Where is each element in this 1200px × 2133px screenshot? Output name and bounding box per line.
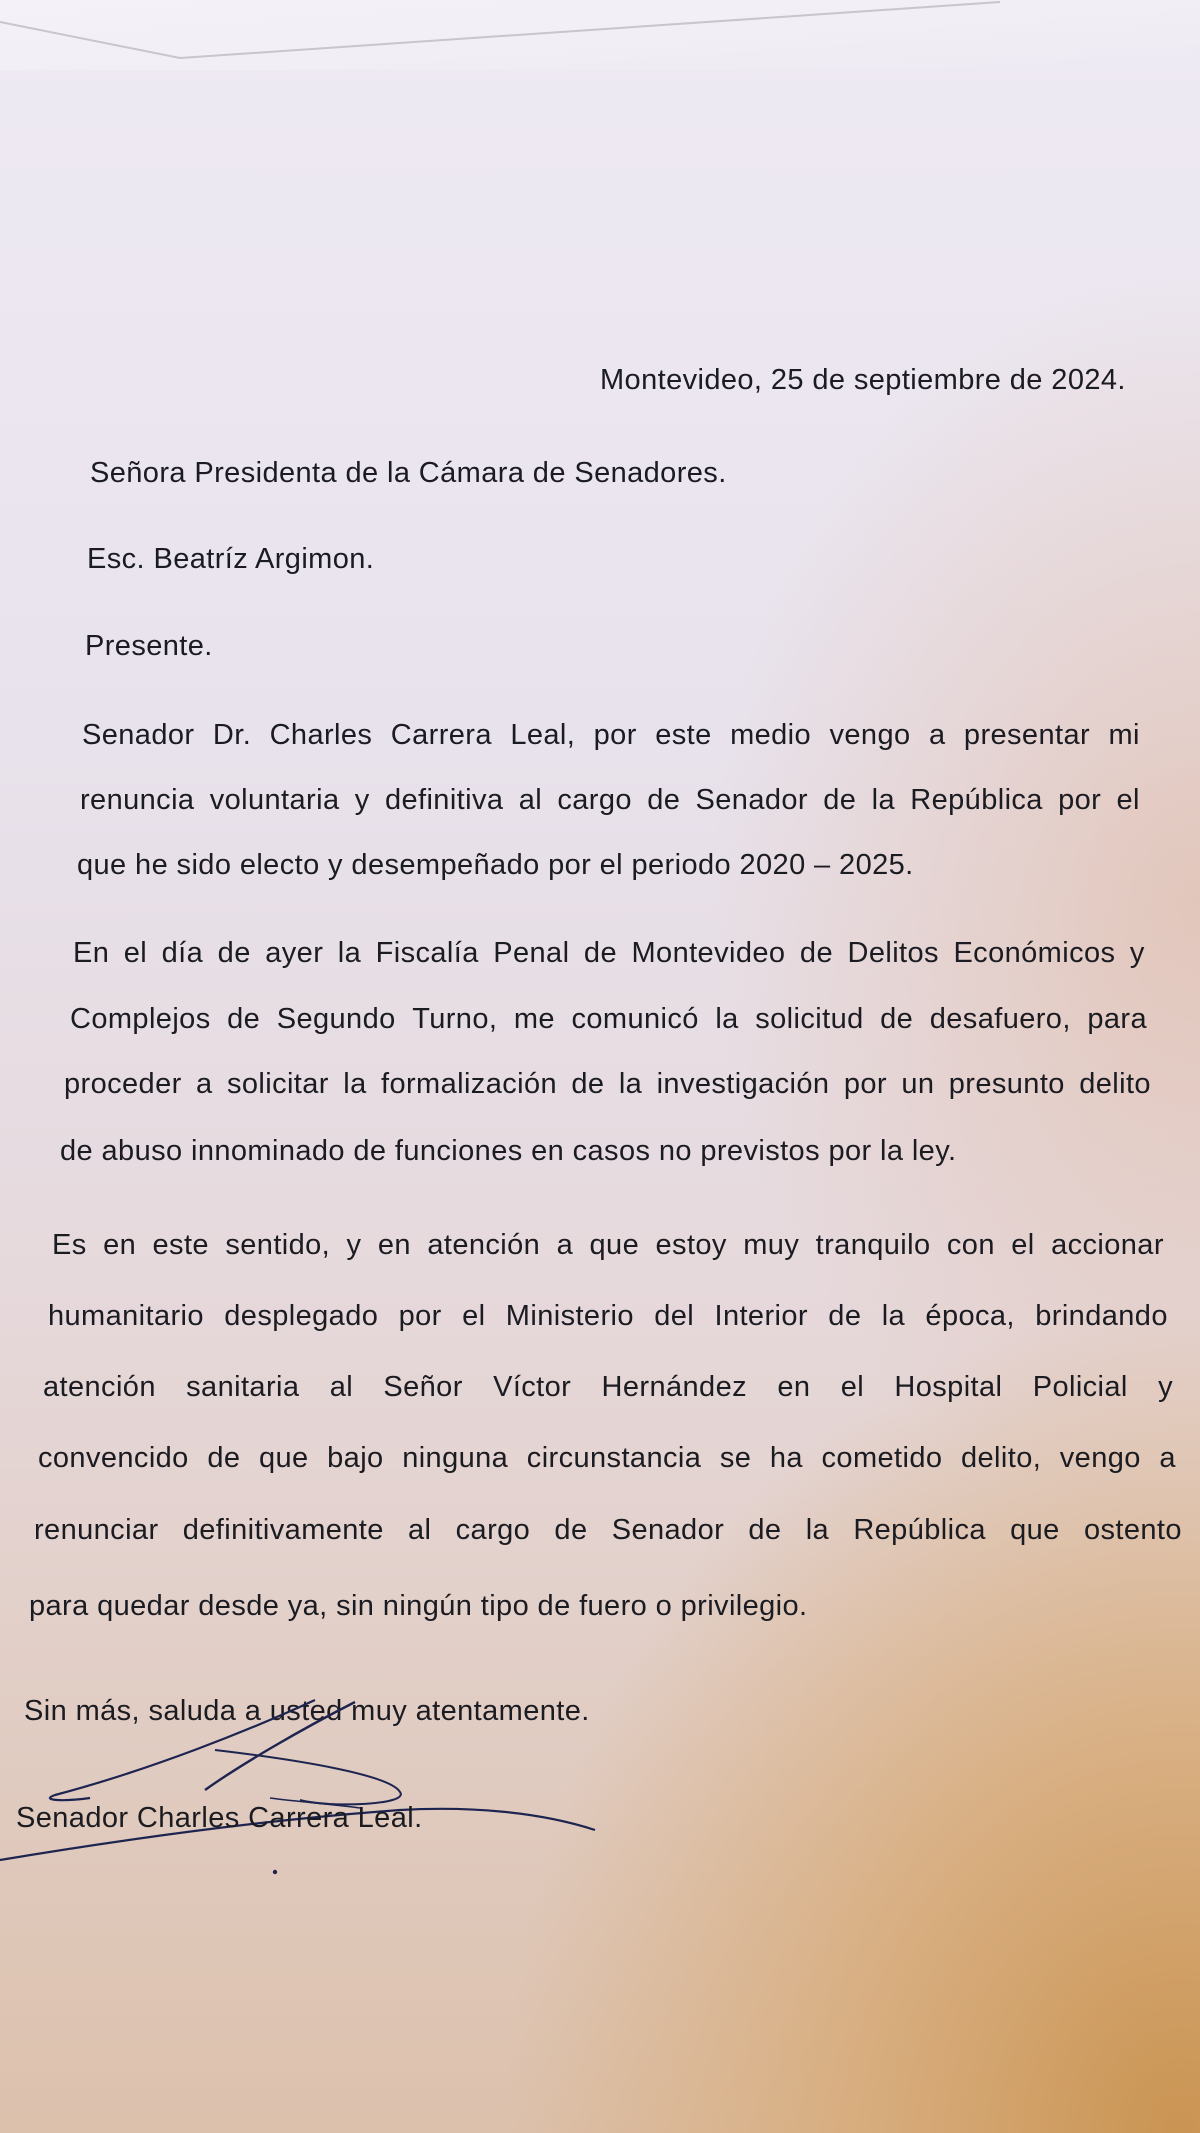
word: al bbox=[518, 784, 543, 816]
word: de bbox=[828, 1300, 862, 1332]
word: el bbox=[1011, 1229, 1035, 1261]
word: el bbox=[1116, 784, 1140, 816]
word: desplegado bbox=[224, 1300, 379, 1332]
word: sentido, bbox=[225, 1229, 331, 1261]
paragraph1-line-1 bbox=[82, 717, 1140, 753]
word: presentar bbox=[963, 719, 1091, 751]
word: de bbox=[583, 937, 617, 969]
word: sanitaria bbox=[186, 1371, 300, 1403]
word: por bbox=[398, 1300, 442, 1332]
word: atención bbox=[43, 1371, 156, 1403]
word: y bbox=[1158, 1371, 1173, 1403]
word: a bbox=[196, 1068, 213, 1100]
paragraph3-line-4 bbox=[38, 1440, 1176, 1476]
word: Policial bbox=[1032, 1371, 1128, 1403]
word: Senador bbox=[611, 1514, 725, 1546]
word: atención bbox=[427, 1229, 541, 1261]
word: Senador bbox=[82, 719, 195, 751]
word: en bbox=[777, 1371, 811, 1403]
word: día bbox=[161, 937, 204, 969]
word: Charles bbox=[269, 719, 373, 751]
word: ninguna bbox=[402, 1442, 509, 1474]
word: proceder bbox=[64, 1068, 182, 1100]
word: este bbox=[152, 1229, 209, 1261]
word: ha bbox=[769, 1442, 803, 1474]
word: renunciar bbox=[34, 1514, 159, 1546]
word: por bbox=[1058, 784, 1102, 816]
paragraph2-line-1 bbox=[73, 935, 1145, 971]
word: que bbox=[1010, 1514, 1060, 1546]
word: la bbox=[618, 1068, 643, 1100]
paragraph3-line-1 bbox=[52, 1227, 1164, 1263]
word: estoy bbox=[655, 1229, 727, 1261]
word: Económicos bbox=[953, 937, 1116, 969]
date-line: Montevideo, 25 de septiembre de 2024. bbox=[600, 364, 1126, 396]
word: de bbox=[217, 937, 251, 969]
word: Interior bbox=[714, 1300, 808, 1332]
word: la bbox=[715, 1003, 739, 1035]
word: cargo bbox=[557, 784, 632, 816]
word: Es bbox=[52, 1229, 87, 1261]
word: cometido bbox=[821, 1442, 943, 1474]
word: delito, bbox=[961, 1442, 1042, 1474]
word: Carrera bbox=[390, 719, 492, 751]
word: formalización bbox=[380, 1068, 558, 1100]
word: y bbox=[1129, 937, 1145, 969]
word: la bbox=[805, 1514, 830, 1546]
closing-line: Sin más, saluda a usted muy atentamente. bbox=[24, 1695, 590, 1727]
word: desafuero, bbox=[929, 1003, 1071, 1035]
word: voluntaria bbox=[209, 784, 340, 816]
word: Turno, bbox=[412, 1003, 498, 1035]
word: en bbox=[377, 1229, 411, 1261]
word: solicitud bbox=[755, 1003, 864, 1035]
paragraph3-line-2 bbox=[48, 1298, 1168, 1334]
word: Ministerio bbox=[505, 1300, 634, 1332]
word: renuncia bbox=[80, 784, 195, 816]
word: de bbox=[554, 1514, 588, 1546]
word: el bbox=[462, 1300, 486, 1332]
word: cargo bbox=[455, 1514, 531, 1546]
word: que bbox=[589, 1229, 640, 1261]
word: la bbox=[881, 1300, 906, 1332]
word: a bbox=[556, 1229, 574, 1261]
word: definitivamente bbox=[182, 1514, 384, 1546]
word: brindando bbox=[1035, 1300, 1168, 1332]
paragraph2-line-3 bbox=[64, 1066, 1151, 1102]
word: Complejos bbox=[70, 1003, 211, 1035]
word: comunicó bbox=[571, 1003, 699, 1035]
word: Hospital bbox=[894, 1371, 1003, 1403]
word: me bbox=[513, 1003, 555, 1035]
word: un bbox=[901, 1068, 935, 1100]
word: con bbox=[946, 1229, 995, 1261]
word: época, bbox=[925, 1300, 1015, 1332]
word: de bbox=[823, 784, 857, 816]
paragraph1-line-3: que he sido electo y desempeñado por el periodo 2020 – 2025. bbox=[77, 849, 914, 881]
paragraph3-line-5 bbox=[34, 1512, 1182, 1548]
word: al bbox=[329, 1371, 354, 1403]
word: a bbox=[928, 719, 946, 751]
word: la bbox=[337, 937, 362, 969]
paragraph3-line-3 bbox=[43, 1369, 1173, 1405]
word: y bbox=[346, 1229, 362, 1261]
word: Senador bbox=[695, 784, 808, 816]
paragraph3-line-6: para quedar desde ya, sin ningún tipo de fuero o privilegio. bbox=[29, 1590, 808, 1622]
word: En bbox=[73, 937, 110, 969]
word: de bbox=[880, 1003, 914, 1035]
paper-fold-crease bbox=[0, 0, 1200, 80]
word: que bbox=[258, 1442, 309, 1474]
paragraph1-line-2 bbox=[80, 782, 1140, 818]
word: Dr. bbox=[212, 719, 252, 751]
word: bajo bbox=[327, 1442, 384, 1474]
word: a bbox=[1159, 1442, 1176, 1474]
word: para bbox=[1087, 1003, 1147, 1035]
word: circunstancia bbox=[526, 1442, 702, 1474]
signature-name: Senador Charles Carrera Leal. bbox=[16, 1802, 423, 1834]
word: humanitario bbox=[48, 1300, 204, 1332]
word: se bbox=[719, 1442, 752, 1474]
paragraph2-line-2 bbox=[70, 1001, 1147, 1037]
word: la bbox=[343, 1068, 367, 1100]
word: de bbox=[207, 1442, 241, 1474]
word: Montevideo bbox=[631, 937, 786, 969]
handwritten-signature bbox=[0, 1680, 620, 1880]
word: Leal, bbox=[510, 719, 576, 751]
word: ostento bbox=[1083, 1514, 1182, 1546]
word: Segundo bbox=[276, 1003, 396, 1035]
word: el bbox=[123, 937, 148, 969]
word: Delitos bbox=[847, 937, 939, 969]
addressee-title: Señora Presidenta de la Cámara de Senadores. bbox=[90, 457, 727, 489]
word: tranquilo bbox=[815, 1229, 931, 1261]
word: Señor bbox=[383, 1371, 463, 1403]
word: de bbox=[647, 784, 681, 816]
word: Penal bbox=[493, 937, 570, 969]
word: ayer bbox=[265, 937, 324, 969]
word: por bbox=[843, 1068, 887, 1100]
word: vengo bbox=[1059, 1442, 1141, 1474]
word: al bbox=[408, 1514, 432, 1546]
word: presunto bbox=[948, 1068, 1065, 1100]
word: accionar bbox=[1051, 1229, 1164, 1261]
word: Víctor bbox=[493, 1371, 572, 1403]
word: definitiva bbox=[384, 784, 504, 816]
word: Fiscalía bbox=[375, 937, 479, 969]
present-line: Presente. bbox=[85, 630, 213, 662]
word: en bbox=[103, 1229, 137, 1261]
word: República bbox=[910, 784, 1043, 816]
word: de bbox=[571, 1068, 605, 1100]
paragraph2-line-4: de abuso innominado de funciones en casos no previstos por la ley. bbox=[60, 1135, 957, 1167]
word: por bbox=[593, 719, 637, 751]
word: vengo bbox=[829, 719, 911, 751]
word: y bbox=[354, 784, 370, 816]
word: República bbox=[853, 1514, 986, 1546]
word: mi bbox=[1108, 719, 1140, 751]
addressee-name: Esc. Beatríz Argimon. bbox=[87, 543, 375, 575]
word: delito bbox=[1079, 1068, 1151, 1100]
word: investigación bbox=[656, 1068, 830, 1100]
word: Hernández bbox=[601, 1371, 748, 1403]
word: la bbox=[871, 784, 895, 816]
word: medio bbox=[730, 719, 812, 751]
word: muy bbox=[743, 1229, 800, 1261]
word: este bbox=[655, 719, 712, 751]
word: solicitar bbox=[226, 1068, 329, 1100]
word: de bbox=[748, 1514, 782, 1546]
word: del bbox=[654, 1300, 695, 1332]
word: convencido bbox=[38, 1442, 189, 1474]
word: el bbox=[840, 1371, 865, 1403]
word: de bbox=[227, 1003, 261, 1035]
word: de bbox=[799, 937, 833, 969]
